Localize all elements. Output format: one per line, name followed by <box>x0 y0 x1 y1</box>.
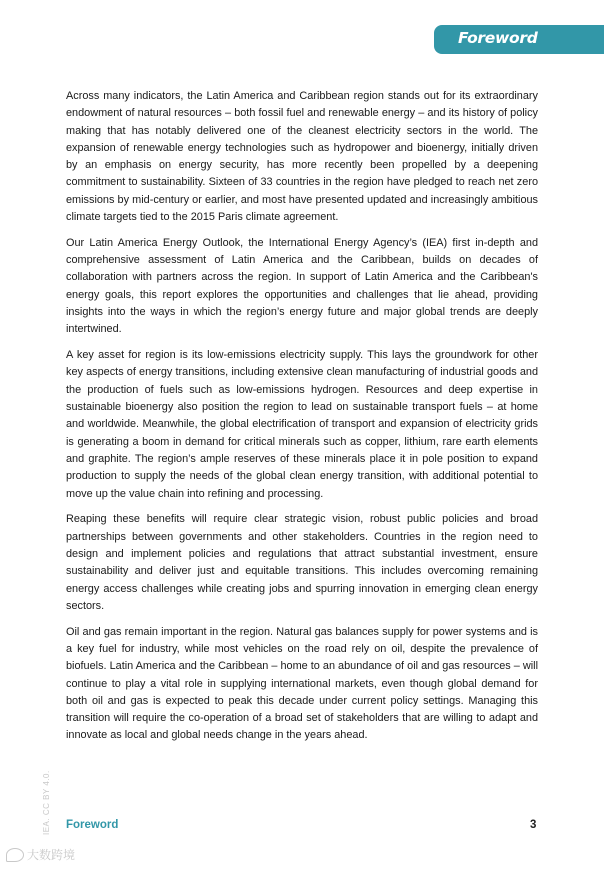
license-credit: IEA. CC BY 4.0. <box>42 770 51 835</box>
page-number: 3 <box>530 819 537 831</box>
watermark <box>6 846 75 863</box>
paragraph: Oil and gas remain important in the region. Natural gas balances supply for power systems and is a key fuel for industry, while most vehicles on the road rely on oil, despite the prevalence of biofuels. Latin America and the Caribbean – home to an abundance of oil and gas resources – will continue to play a vital role in supplying international markets, even though global demand for both oil and gas is expected to peak this decade under current policy settings. Managing this transition will require the co-operation of a broad set of stakeholders that are willing to adapt and innovate as local and global needs change in the years ahead. <box>66 625 538 742</box>
paragraph: Our Latin America Energy Outlook, the International Energy Agency’s (IEA) first in-depth and comprehensive assessment of Latin America and the Caribbean, builds on decades of collaboration with partners across the region. In support of Latin America and the Caribbean's energy goals, this report explores the opportunities and challenges that lie ahead, providing insights into the ways in which the region’s energy future and major global trends are deeply intertwined. <box>66 236 538 336</box>
section-tab <box>434 25 604 54</box>
paragraph: Reaping these benefits will require clear strategic vision, robust public policies and broad partnerships between governments and other stakeholders. Countries in the region need to design and implement policies and regulations that attract substantial investment, ensure sustainability and deliver just and equitable transitions. This includes overcoming remaining energy access challenges while creating jobs and spurring innovation in emerging clean energy sectors. <box>66 513 538 612</box>
footer-section-label: Foreword <box>66 819 119 831</box>
watermark-logo-icon <box>6 848 24 862</box>
watermark-text: 大数跨境 <box>27 848 76 862</box>
paragraph: Across many indicators, the Latin America and Caribbean region stands out for its extraordinary endowment of natural resources – both fossil fuel and renewable energy – and its history of policy making that has notably delivered one of the cleanest electricity sectors in the world. The expansion of renewable energy technologies such as hydropower and bioenergy, initially driven by an emphasis on energy security, has more recently been propelled by a deepening commitment to sustainability. Sixteen of 33 countries in the region have pledged to reach net zero emissions by mid-century or earlier, and most have presented updated and increasingly ambitious climate targets tied to the 2015 Paris climate agreement. <box>66 90 538 224</box>
section-tab-title: Foreword <box>458 29 538 47</box>
foreword-body <box>66 88 538 753</box>
paragraph: A key asset for region is its low-emissions electricity supply. This lays the groundwork for other key aspects of energy transitions, including extensive clean manufacturing of industrial goods and the production of fuels such as low-emissions hydrogen. Resources and deep expertise in sustainable bioenergy also position the region to lead on sustainable transport fuels – at home and worldwide. Meanwhile, the global electrification of transport and expansion of electricity grids is generating a boom in demand for critical minerals such as copper, lithium, rare earth elements and graphite. The region’s ample reserves of these minerals place it in pole position to expand production to supply the needs of the global clean energy transition, with additional potential to move up the value chain into refining and processing. <box>66 349 538 500</box>
